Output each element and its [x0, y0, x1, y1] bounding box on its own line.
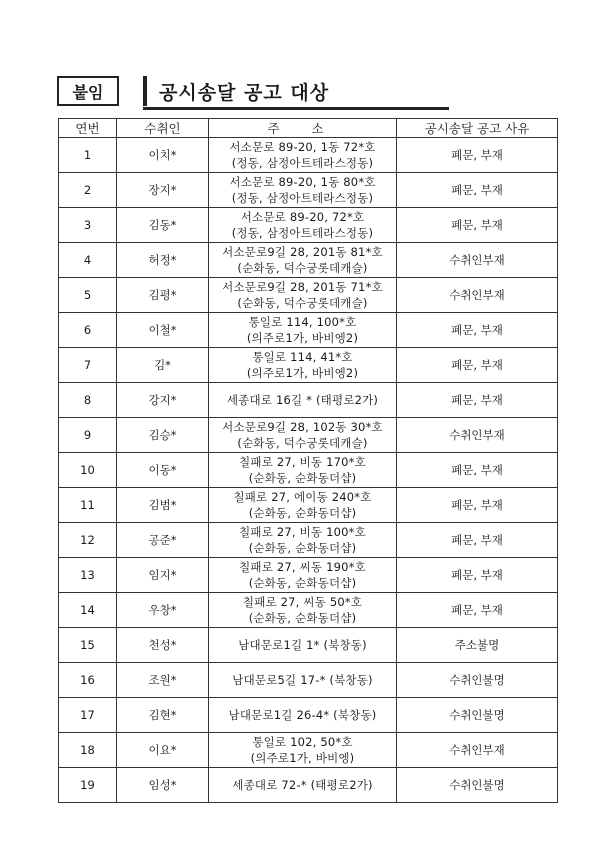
notice-reason: 수취인불명	[397, 768, 558, 803]
column-header-recipient: 수취인	[117, 119, 209, 138]
table-row	[59, 208, 558, 243]
address-cell	[209, 663, 397, 698]
row-number: 7	[59, 348, 117, 383]
address-line-2: (의주로1가, 바비엥)	[250, 751, 355, 765]
recipient-name: 강지*	[117, 383, 209, 418]
address-cell	[209, 208, 397, 243]
notice-reason: 수취인부재	[397, 733, 558, 768]
notice-reason: 수취인불명	[397, 698, 558, 733]
recipient-name: 김평*	[117, 278, 209, 313]
address-line-1: 칠패로 27, 에이동 240*호	[233, 490, 372, 504]
address-line-1: 남대문로1길 26-4* (북창동)	[228, 708, 377, 722]
address-line-2: (정동, 삼정아트테라스정동)	[231, 191, 374, 205]
table-row	[59, 383, 558, 418]
row-number: 2	[59, 173, 117, 208]
address-cell	[209, 523, 397, 558]
address-line-1: 통일로 102, 50*호	[252, 735, 353, 749]
table-row	[59, 698, 558, 733]
recipient-name: 공준*	[117, 523, 209, 558]
row-number: 15	[59, 628, 117, 663]
row-number: 9	[59, 418, 117, 453]
notice-reason: 폐문, 부재	[397, 173, 558, 208]
address-cell	[209, 733, 397, 768]
notice-reason: 폐문, 부재	[397, 313, 558, 348]
address-cell	[209, 628, 397, 663]
address-line-1: 서소문로9길 28, 102동 30*호	[222, 420, 383, 434]
address-line-2: (정동, 삼정아트테라스정동)	[231, 156, 374, 170]
table-row	[59, 628, 558, 663]
recipient-name: 이치*	[117, 138, 209, 173]
table-header-row	[59, 119, 558, 138]
document-header	[57, 76, 397, 112]
row-number: 10	[59, 453, 117, 488]
address-line-2: (순화동, 순화동더샵)	[248, 541, 357, 555]
table-row	[59, 768, 558, 803]
row-number: 6	[59, 313, 117, 348]
notice-reason: 폐문, 부재	[397, 138, 558, 173]
address-line-2: (순화동, 순화동더샵)	[248, 611, 357, 625]
recipient-name: 장지*	[117, 173, 209, 208]
table-body	[59, 138, 558, 803]
notice-reason: 폐문, 부재	[397, 593, 558, 628]
row-number: 5	[59, 278, 117, 313]
recipient-name: 허정*	[117, 243, 209, 278]
address-line-2: (정동, 삼정아트테라스정동)	[231, 226, 374, 240]
address-line-1: 칠패로 27, 씨동 50*호	[242, 595, 363, 609]
address-cell	[209, 768, 397, 803]
notice-reason: 폐문, 부재	[397, 453, 558, 488]
row-number: 16	[59, 663, 117, 698]
table-row	[59, 523, 558, 558]
notice-reason: 폐문, 부재	[397, 558, 558, 593]
notice-reason: 폐문, 부재	[397, 523, 558, 558]
row-number: 17	[59, 698, 117, 733]
recipient-name: 김승*	[117, 418, 209, 453]
title-underline	[143, 107, 449, 110]
address-line-1: 서소문로 89-20, 1동 72*호	[229, 140, 376, 154]
row-number: 1	[59, 138, 117, 173]
row-number: 14	[59, 593, 117, 628]
address-line-2: (순화동, 덕수궁롯데캐슬)	[237, 436, 368, 450]
recipient-name: 김*	[117, 348, 209, 383]
recipient-name: 천성*	[117, 628, 209, 663]
address-line-1: 서소문로 89-20, 1동 80*호	[229, 175, 376, 189]
address-cell	[209, 348, 397, 383]
row-number: 19	[59, 768, 117, 803]
address-cell	[209, 138, 397, 173]
address-line-2: (순화동, 순화동더샵)	[248, 576, 357, 590]
address-cell	[209, 243, 397, 278]
address-line-1: 칠패로 27, 씨동 190*호	[239, 560, 366, 574]
notice-reason: 폐문, 부재	[397, 383, 558, 418]
table-row	[59, 243, 558, 278]
notice-reason: 수취인부재	[397, 243, 558, 278]
row-number: 13	[59, 558, 117, 593]
title-divider	[143, 76, 147, 106]
table-row	[59, 173, 558, 208]
address-line-2: (순화동, 덕수궁롯데캐슬)	[237, 296, 368, 310]
row-number: 18	[59, 733, 117, 768]
address-line-2: (의주로1가, 바비엥2)	[246, 366, 359, 380]
address-cell	[209, 383, 397, 418]
row-number: 11	[59, 488, 117, 523]
address-line-1: 통일로 114, 41*호	[252, 350, 353, 364]
notice-reason: 수취인부재	[397, 278, 558, 313]
address-cell	[209, 278, 397, 313]
recipient-name: 이철*	[117, 313, 209, 348]
address-line-1: 칠패로 27, 비동 170*호	[239, 455, 366, 469]
recipient-name: 김동*	[117, 208, 209, 243]
address-line-1: 서소문로 89-20, 72*호	[240, 210, 365, 224]
notice-reason: 주소불명	[397, 628, 558, 663]
page-title: 공시송달 공고 대상	[159, 82, 330, 104]
notice-reason: 수취인부재	[397, 418, 558, 453]
address-cell	[209, 558, 397, 593]
recipient-name: 우창*	[117, 593, 209, 628]
column-header-reason: 공시송달 공고 사유	[397, 119, 558, 138]
address-line-2: (순화동, 순화동더샵)	[248, 506, 357, 520]
column-header-address	[209, 119, 397, 138]
row-number: 3	[59, 208, 117, 243]
address-cell	[209, 453, 397, 488]
address-line-1: 통일로 114, 100*호	[248, 315, 357, 329]
address-line-1: 남대문로1길 1* (북창동)	[238, 638, 367, 652]
table-row	[59, 278, 558, 313]
notice-reason: 폐문, 부재	[397, 208, 558, 243]
address-cell	[209, 313, 397, 348]
table-row	[59, 663, 558, 698]
address-line-2: (순화동, 순화동더샵)	[248, 471, 357, 485]
notice-reason: 폐문, 부재	[397, 488, 558, 523]
address-cell	[209, 173, 397, 208]
address-cell	[209, 418, 397, 453]
recipient-name: 임성*	[117, 768, 209, 803]
recipient-name: 임지*	[117, 558, 209, 593]
recipient-name: 이요*	[117, 733, 209, 768]
row-number: 4	[59, 243, 117, 278]
notice-table	[58, 118, 558, 803]
table-row	[59, 138, 558, 173]
address-cell	[209, 488, 397, 523]
column-header-address-label: 주 소	[267, 121, 338, 136]
recipient-name: 조원*	[117, 663, 209, 698]
column-header-number: 연번	[59, 119, 117, 138]
table-row	[59, 558, 558, 593]
table-row	[59, 733, 558, 768]
address-line-1: 서소문로9길 28, 201동 81*호	[222, 245, 383, 259]
notice-reason: 폐문, 부재	[397, 348, 558, 383]
address-line-1: 남대문로5길 17-* (북창동)	[232, 673, 373, 687]
recipient-name: 김범*	[117, 488, 209, 523]
address-line-2: (의주로1가, 바비엥2)	[246, 331, 359, 345]
attachment-label: 붙임	[57, 76, 119, 106]
row-number: 8	[59, 383, 117, 418]
address-line-1: 서소문로9길 28, 201동 71*호	[222, 280, 383, 294]
row-number: 12	[59, 523, 117, 558]
recipient-name: 김현*	[117, 698, 209, 733]
address-line-2: (순화동, 덕수궁롯데캐슬)	[237, 261, 368, 275]
address-line-1: 세종대로 16길 * (태평로2가)	[226, 393, 379, 407]
address-line-1: 세종대로 72-* (태평로2가)	[232, 778, 373, 792]
notice-reason: 수취인불명	[397, 663, 558, 698]
table-row	[59, 488, 558, 523]
address-cell	[209, 593, 397, 628]
table-row	[59, 348, 558, 383]
address-cell	[209, 698, 397, 733]
table-row	[59, 453, 558, 488]
recipient-name: 이동*	[117, 453, 209, 488]
table-row	[59, 593, 558, 628]
address-line-1: 칠패로 27, 비동 100*호	[239, 525, 366, 539]
table-row	[59, 418, 558, 453]
table-row	[59, 313, 558, 348]
